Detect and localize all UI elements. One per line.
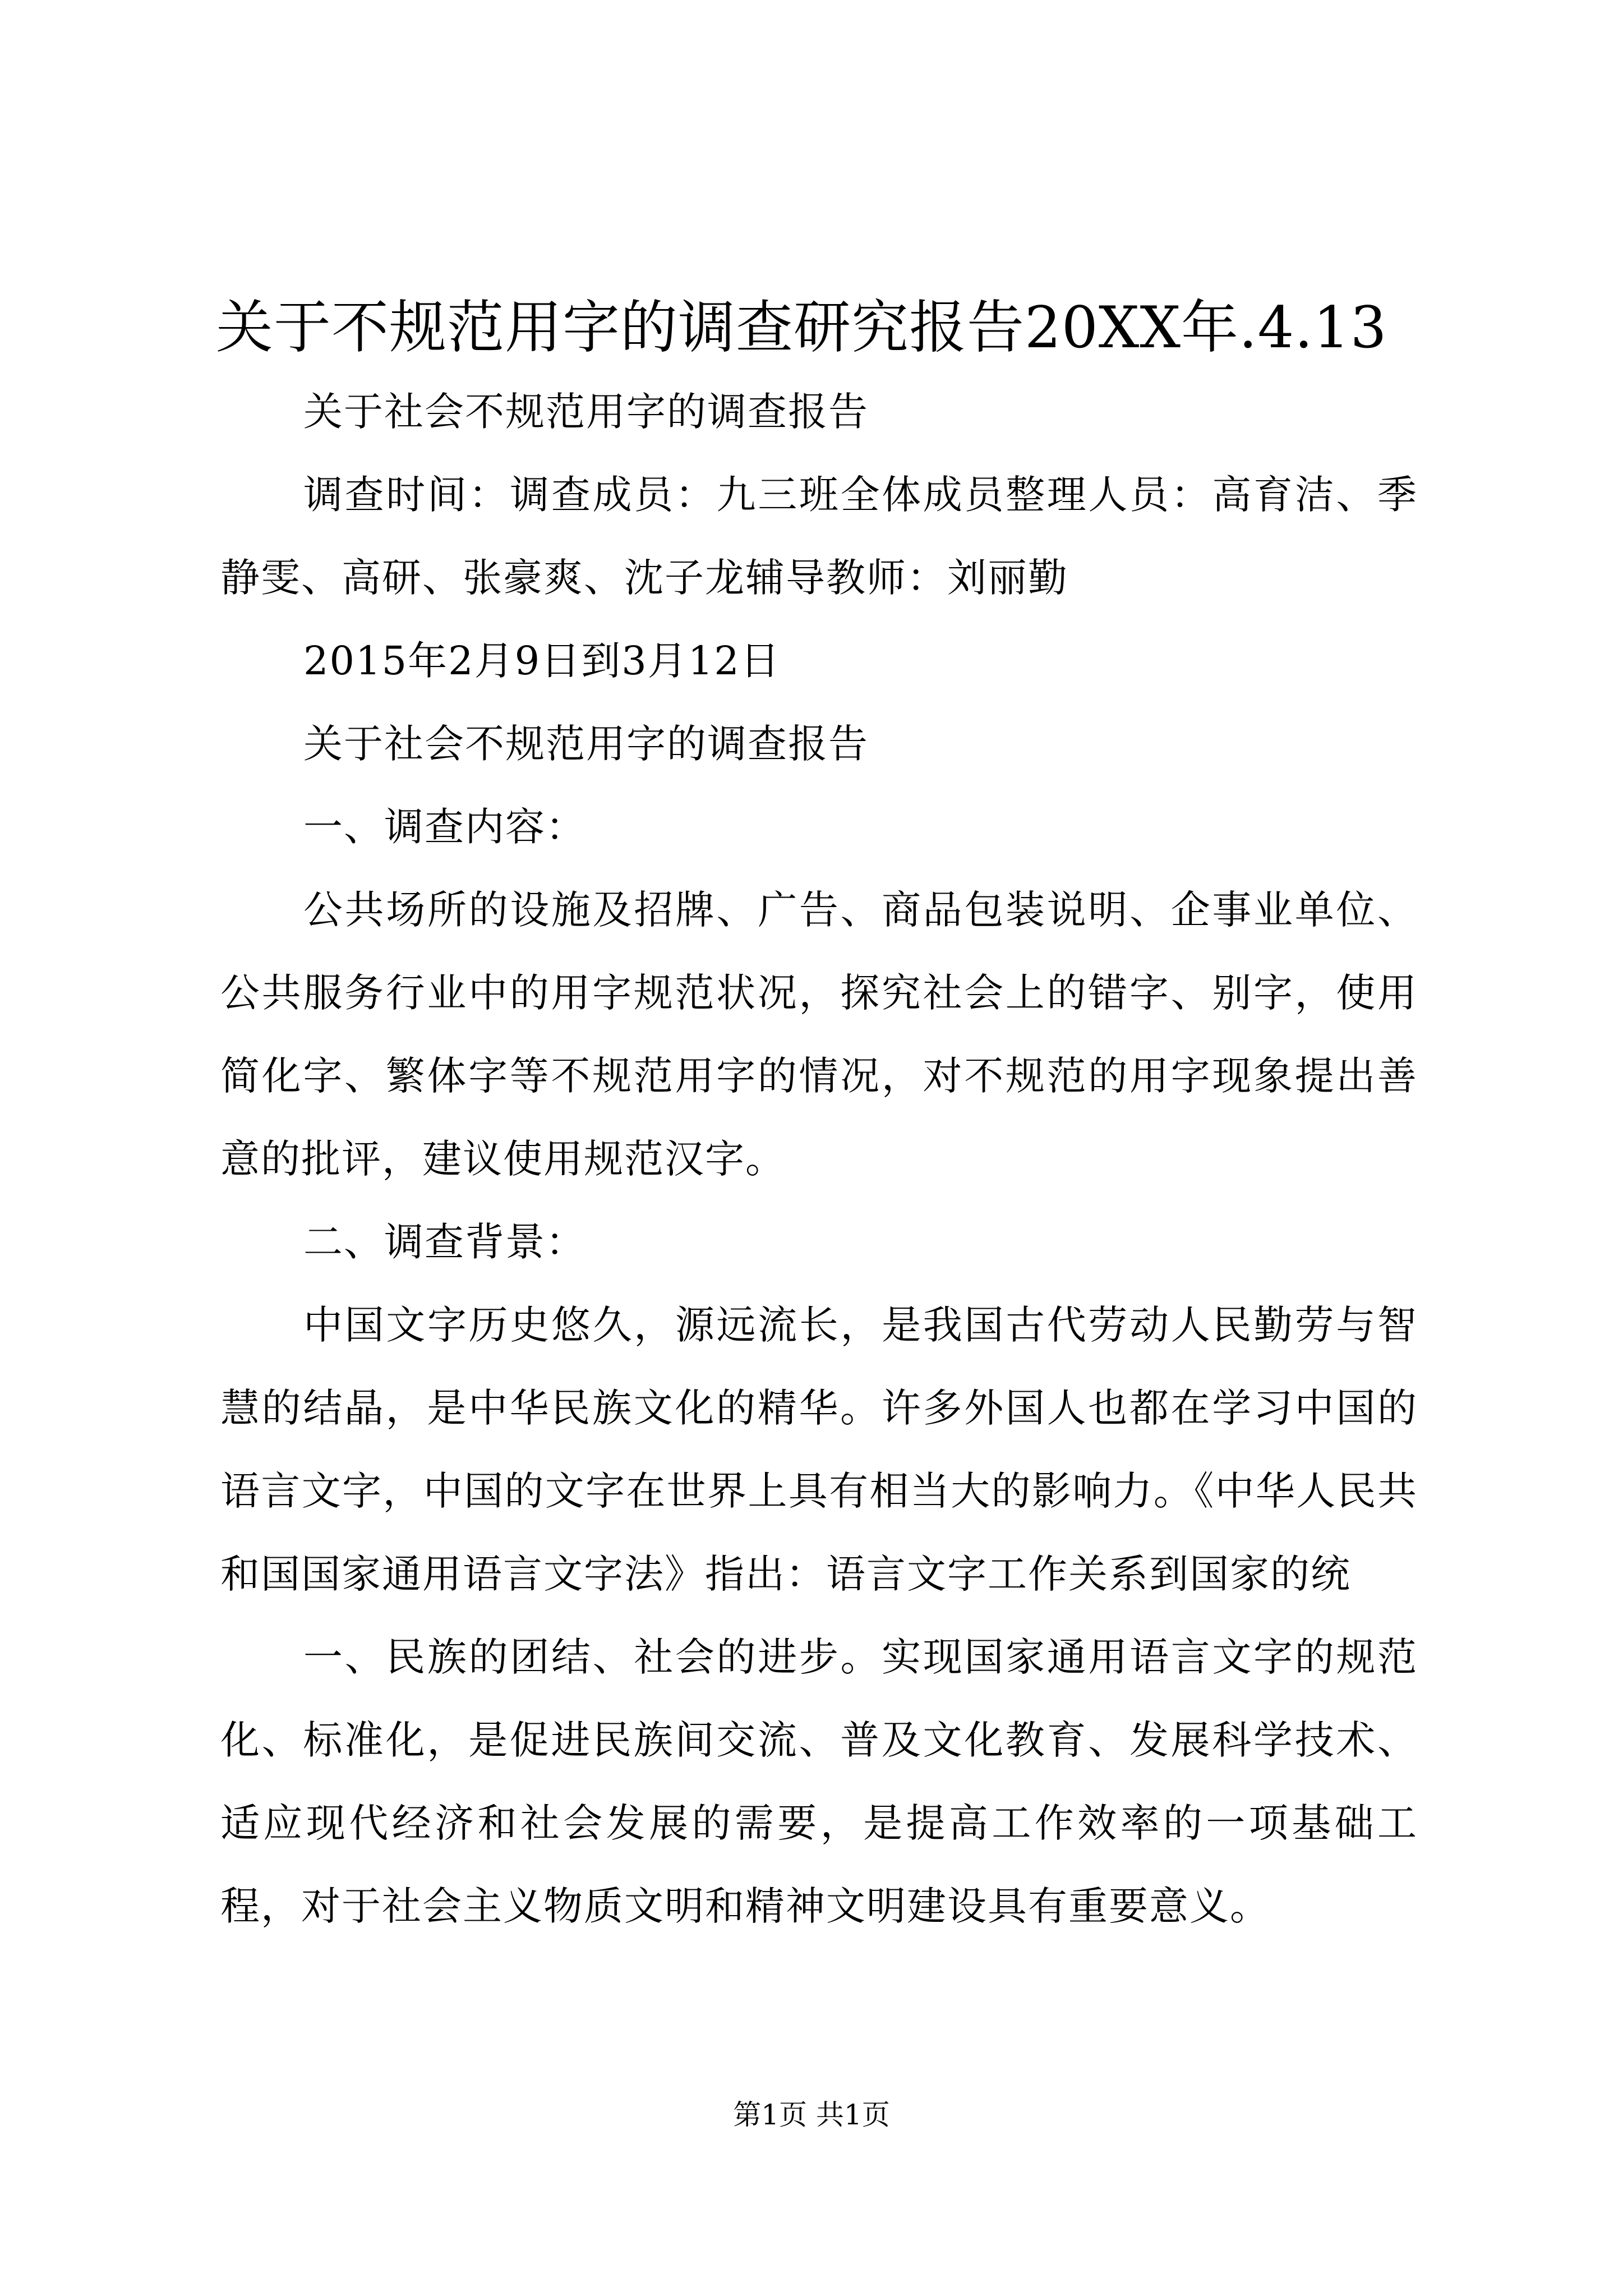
paragraph-report-title: 关于社会不规范用字的调查报告 (303, 721, 869, 767)
section-heading-background: 二、调查背景： (303, 1219, 586, 1265)
paragraph-significance: 一、民族的团结、社会的进步。实现国家通用语言文字的规范化、标准化，是促进民族间交流、普及文化教育、发展科学技术、适应现代经济和社会发展的需要，是提高工作效率的一项基础工程，对于社会主义物质文明和精神文明建设具有重要意义。 (220, 1634, 1418, 1929)
paragraph-background: 中国文字历史悠久，源远流长，是我国古代劳动人民勤劳与智慧的结晶，是中华民族文化的精华。许多外国人也都在学习中国的语言文字，中国的文字在世界上具有相当大的影响力。《中华人民共和国国家通用语言文字法》指出：语言文字工作关系到国家的统 (220, 1302, 1418, 1597)
page-footer: 第1页 共1页 (733, 2099, 890, 2131)
paragraph-members: 调查时间：调查成员：九三班全体成员整理人员：高育洁、季静雯、高研、张豪爽、沈子龙辅导教师：刘丽勤 (220, 472, 1418, 601)
document-title: 关于不规范用字的调查研究报告20XX年.4.13 (216, 295, 1387, 361)
paragraph-subtitle: 关于社会不规范用字的调查报告 (303, 389, 869, 435)
document-body (220, 370, 1418, 1948)
section-heading-content: 一、调查内容： (303, 804, 586, 850)
paragraph-content: 公共场所的设施及招牌、广告、商品包装说明、企事业单位、公共服务行业中的用字规范状况，探究社会上的错字、别字，使用简化字、繁体字等不规范用字的情况，对不规范的用字现象提出善意的批评，建议使用规范汉字。 (220, 887, 1418, 1182)
paragraph-date: 2015年2月9日到3月12日 (303, 638, 781, 684)
